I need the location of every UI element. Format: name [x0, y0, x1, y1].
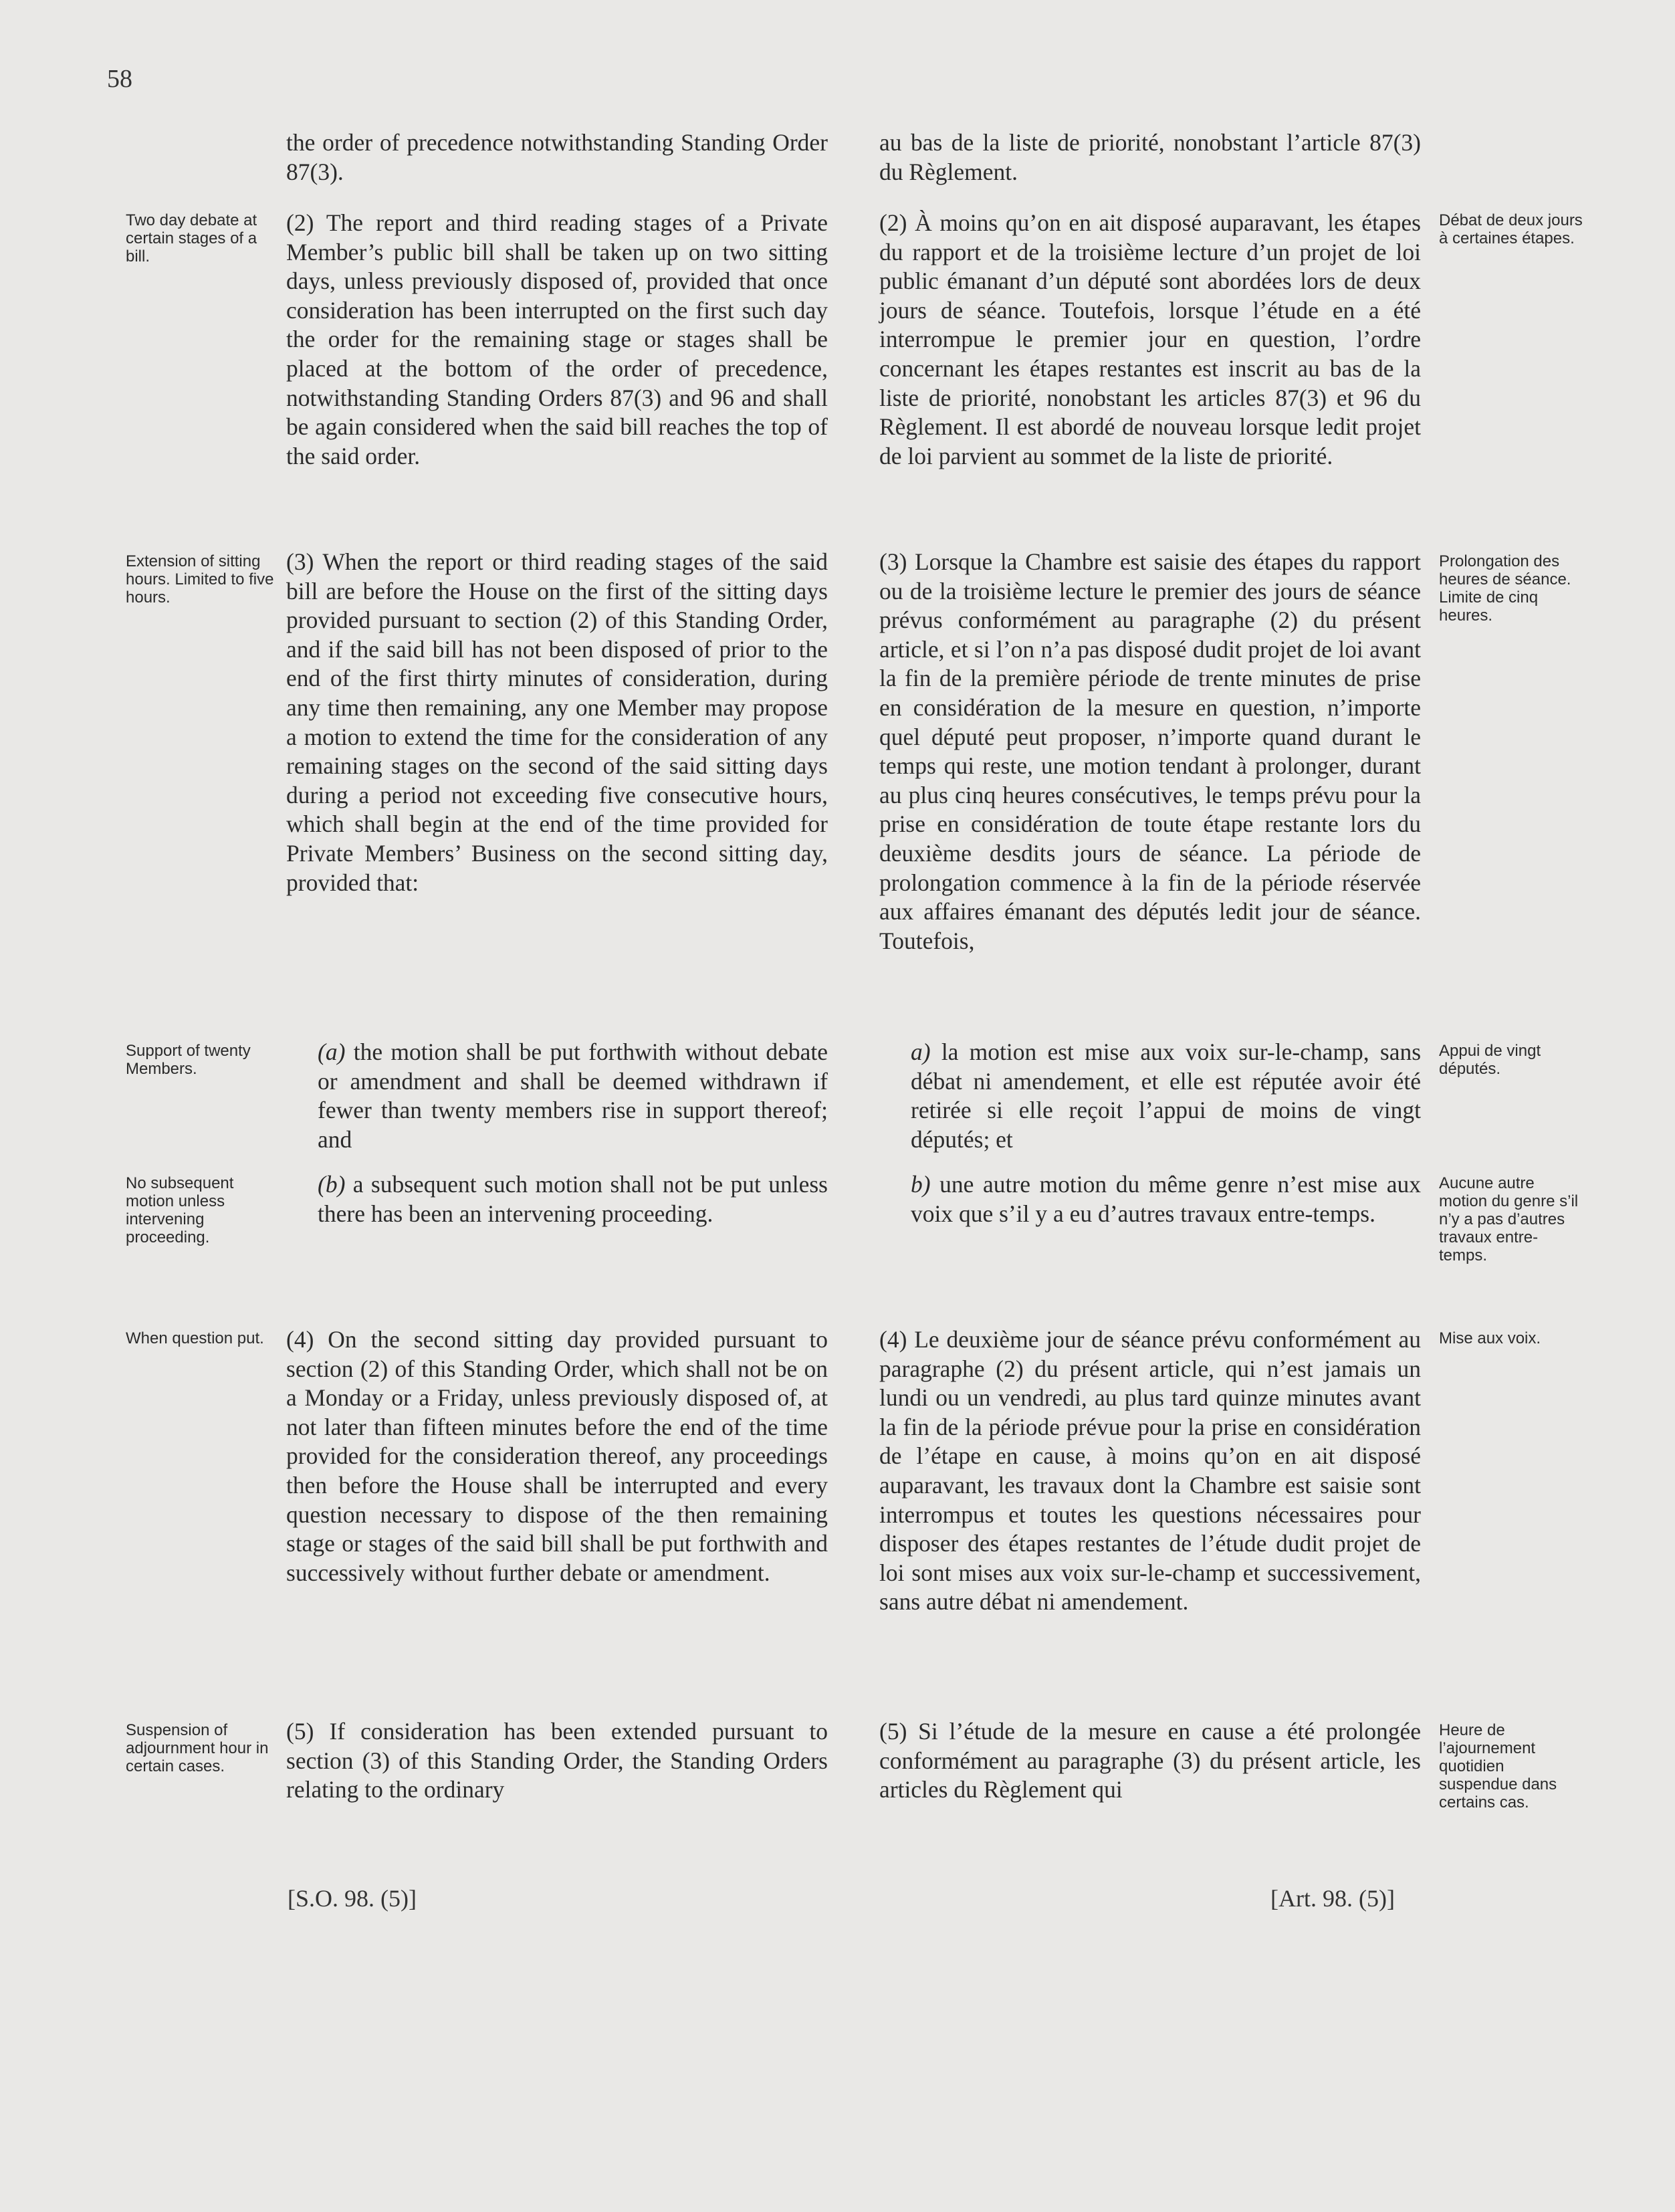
fr-paragraph-continuation: au bas de la liste de priorité, nonobstant l’article 87(3) du Règlement. [879, 129, 1421, 185]
fr-margin-note-no-subsequent-motion: Aucune autre motion du genre s’il n’y a pas d’autres travaux entre-temps. [1439, 1174, 1579, 1264]
fr-paragraph-4: (4) Le deuxième jour de séance prévu conformément au paragraphe (2) du présent article, qui n’est jamais un lundi ou un vendredi, au plus tard quinze minutes avant la fin de la période prévue pour la prise en considération de l’étape en cause, à moins qu’on en ait disposé auparavant, les travaux dont la Chambre est saisie sont interrompus et toutes les questions nécessaires pour disposer des étapes restantes de l’étude dudit projet de loi sont mises aux voix sur-le-champ et successivement, sans autre débat ni amendement. [879, 1326, 1421, 1616]
fr-paragraph-2: (2) À moins qu’on en ait disposé auparavant, les étapes du rapport et de la troisième lecture d’un projet de loi public émanant d’un député sont abordées lors de deux jours de séance. Toutefois, lorsque l’étude en a été interrompue le premier jour en question, l’ordre concernant les étapes restantes est inscrit au bas de la liste de priorité, nonobstant les articles 87(3) et 96 du Règlement. Il est abordé de nouveau lorsque ledit projet de loi parvient au sommet de la liste de priorité. [879, 209, 1421, 469]
en-paragraph-4: (4) On the second sitting day provided pursuant to section (2) of this Standing Order, which shall not be on a Monday or a Friday, unless previously disposed of, at not later than fifteen minutes before the end of the time provided for the consideration thereof, any proceedings then before the House shall be interrupted and every question necessary to dispose of the then remaining stage or stages of the said bill shall be put forthwith and successively without further debate or amendment. [286, 1326, 828, 1586]
fr-margin-note-suspension-adjournment: Heure de l’ajournement quotidien suspendue dans certains cas. [1439, 1721, 1557, 1811]
en-paragraph-2: (2) The report and third reading stages of a Private Member’s public bill shall be taken up on two sitting days, unless previously disposed of, provided that once consideration has been interrupted on the first such day the order for the remaining stage or stages shall be placed at the bottom of the order of precedence, notwithstanding Standing Orders 87(3) and 96 and shall be again considered when the said bill reaches the top of the said order. [286, 209, 828, 469]
en-item-text-b: a subsequent such motion shall not be put unless there has been an intervening proceeding. [318, 1171, 828, 1227]
fr-item-text-b: une autre motion du même genre n’est mise aux voix que s’il y a eu d’autres travaux entre-temps. [911, 1171, 1422, 1227]
fr-margin-note-when-question-put: Mise aux voix. [1439, 1329, 1541, 1347]
en-paragraph-3b [286, 1170, 828, 1228]
fr-margin-note-extension-hours: Prolongation des heures de séance. Limite de cinq heures. [1439, 552, 1571, 625]
fr-item-text-a: la motion est mise aux voix sur-le-champ, sans débat ni amendement, et elle est réputée avoir été retirée si elle reçoit l’appui de moins de vingt députés; et [911, 1038, 1422, 1153]
fr-paragraph-5: (5) Si l’étude de la mesure en cause a été prolongée conformément au paragraphe (3) du présent article, les articles du Règlement qui [879, 1718, 1421, 1803]
fr-paragraph-3: (3) Lorsque la Chambre est saisie des étapes du rapport ou de la troisième lecture le premier des jours de séance prévus conformément au paragraphe (2) du présent article, et si l’on n’a pas disposé dudit projet de loi avant la fin de la première période de trente minutes de prise en considération de la mesure en question, n’importe quel député peut proposer, n’importe quand durant le temps qui reste, une motion tendant à prolonger, durant au plus cinq heures consécutives, le temps prévu pour la prise en considération de toute étape restante lors du deuxième desdits jours de séance. La période de prolongation commence à la fin de la période réservée aux affaires émanant des députés ledit jour de séance. Toutefois, [879, 548, 1421, 954]
fr-paragraph-3b [879, 1170, 1421, 1228]
fr-margin-note-support-twenty: Appui de vingt députés. [1439, 1042, 1541, 1078]
fr-item-label-b: b) [911, 1171, 931, 1198]
en-paragraph-3: (3) When the report or third reading stages of the said bill are before the House on the first of the sitting days provided pursuant to section (2) of this Standing Order, and if the said bill has not been disposed of prior to the end of the first thirty minutes of consideration, during any time then remaining, any one Member may propose a motion to extend the time for the consideration of any remaining stages on the second of the said sitting days during a period not exceeding five consecutive hours, which shall begin at the end of the time provided for Private Members’ Business on the second sitting day, provided that: [286, 548, 828, 896]
en-margin-note-extension-hours: Extension of sitting hours. Limited to five hours. [126, 552, 274, 606]
fr-item-label-a: a) [911, 1038, 931, 1065]
en-item-text-a: the motion shall be put forthwith without debate or amendment and shall be deemed withdrawn if fewer than twenty members rise in support thereof; and [318, 1038, 828, 1153]
en-margin-note-two-day-debate: Two day debate at certain stages of a bill. [126, 211, 257, 265]
en-margin-note-support-twenty: Support of twenty Members. [126, 1042, 251, 1078]
page-number: 58 [107, 65, 132, 93]
en-paragraph-5: (5) If consideration has been extended pursuant to section (3) of this Standing Order, the Standing Orders relating to the ordinary [286, 1718, 828, 1803]
en-footer-reference: [S.O. 98. (5)] [288, 1885, 417, 1912]
en-margin-note-no-subsequent-motion: No subsequent motion unless intervening proceeding. [126, 1174, 234, 1246]
en-paragraph-continuation: the order of precedence notwithstanding Standing Order 87(3). [286, 129, 828, 185]
en-item-label-b: (b) [318, 1171, 346, 1198]
en-margin-note-suspension-adjournment: Suspension of adjournment hour in certain cases. [126, 1721, 269, 1775]
en-margin-note-when-question-put: When question put. [126, 1329, 264, 1347]
fr-paragraph-3a [879, 1038, 1421, 1154]
en-item-label-a: (a) [318, 1038, 346, 1065]
en-paragraph-3a [286, 1038, 828, 1154]
fr-margin-note-two-day-debate: Débat de deux jours à certaines étapes. [1439, 211, 1583, 247]
fr-footer-reference: [Art. 98. (5)] [1270, 1885, 1395, 1912]
